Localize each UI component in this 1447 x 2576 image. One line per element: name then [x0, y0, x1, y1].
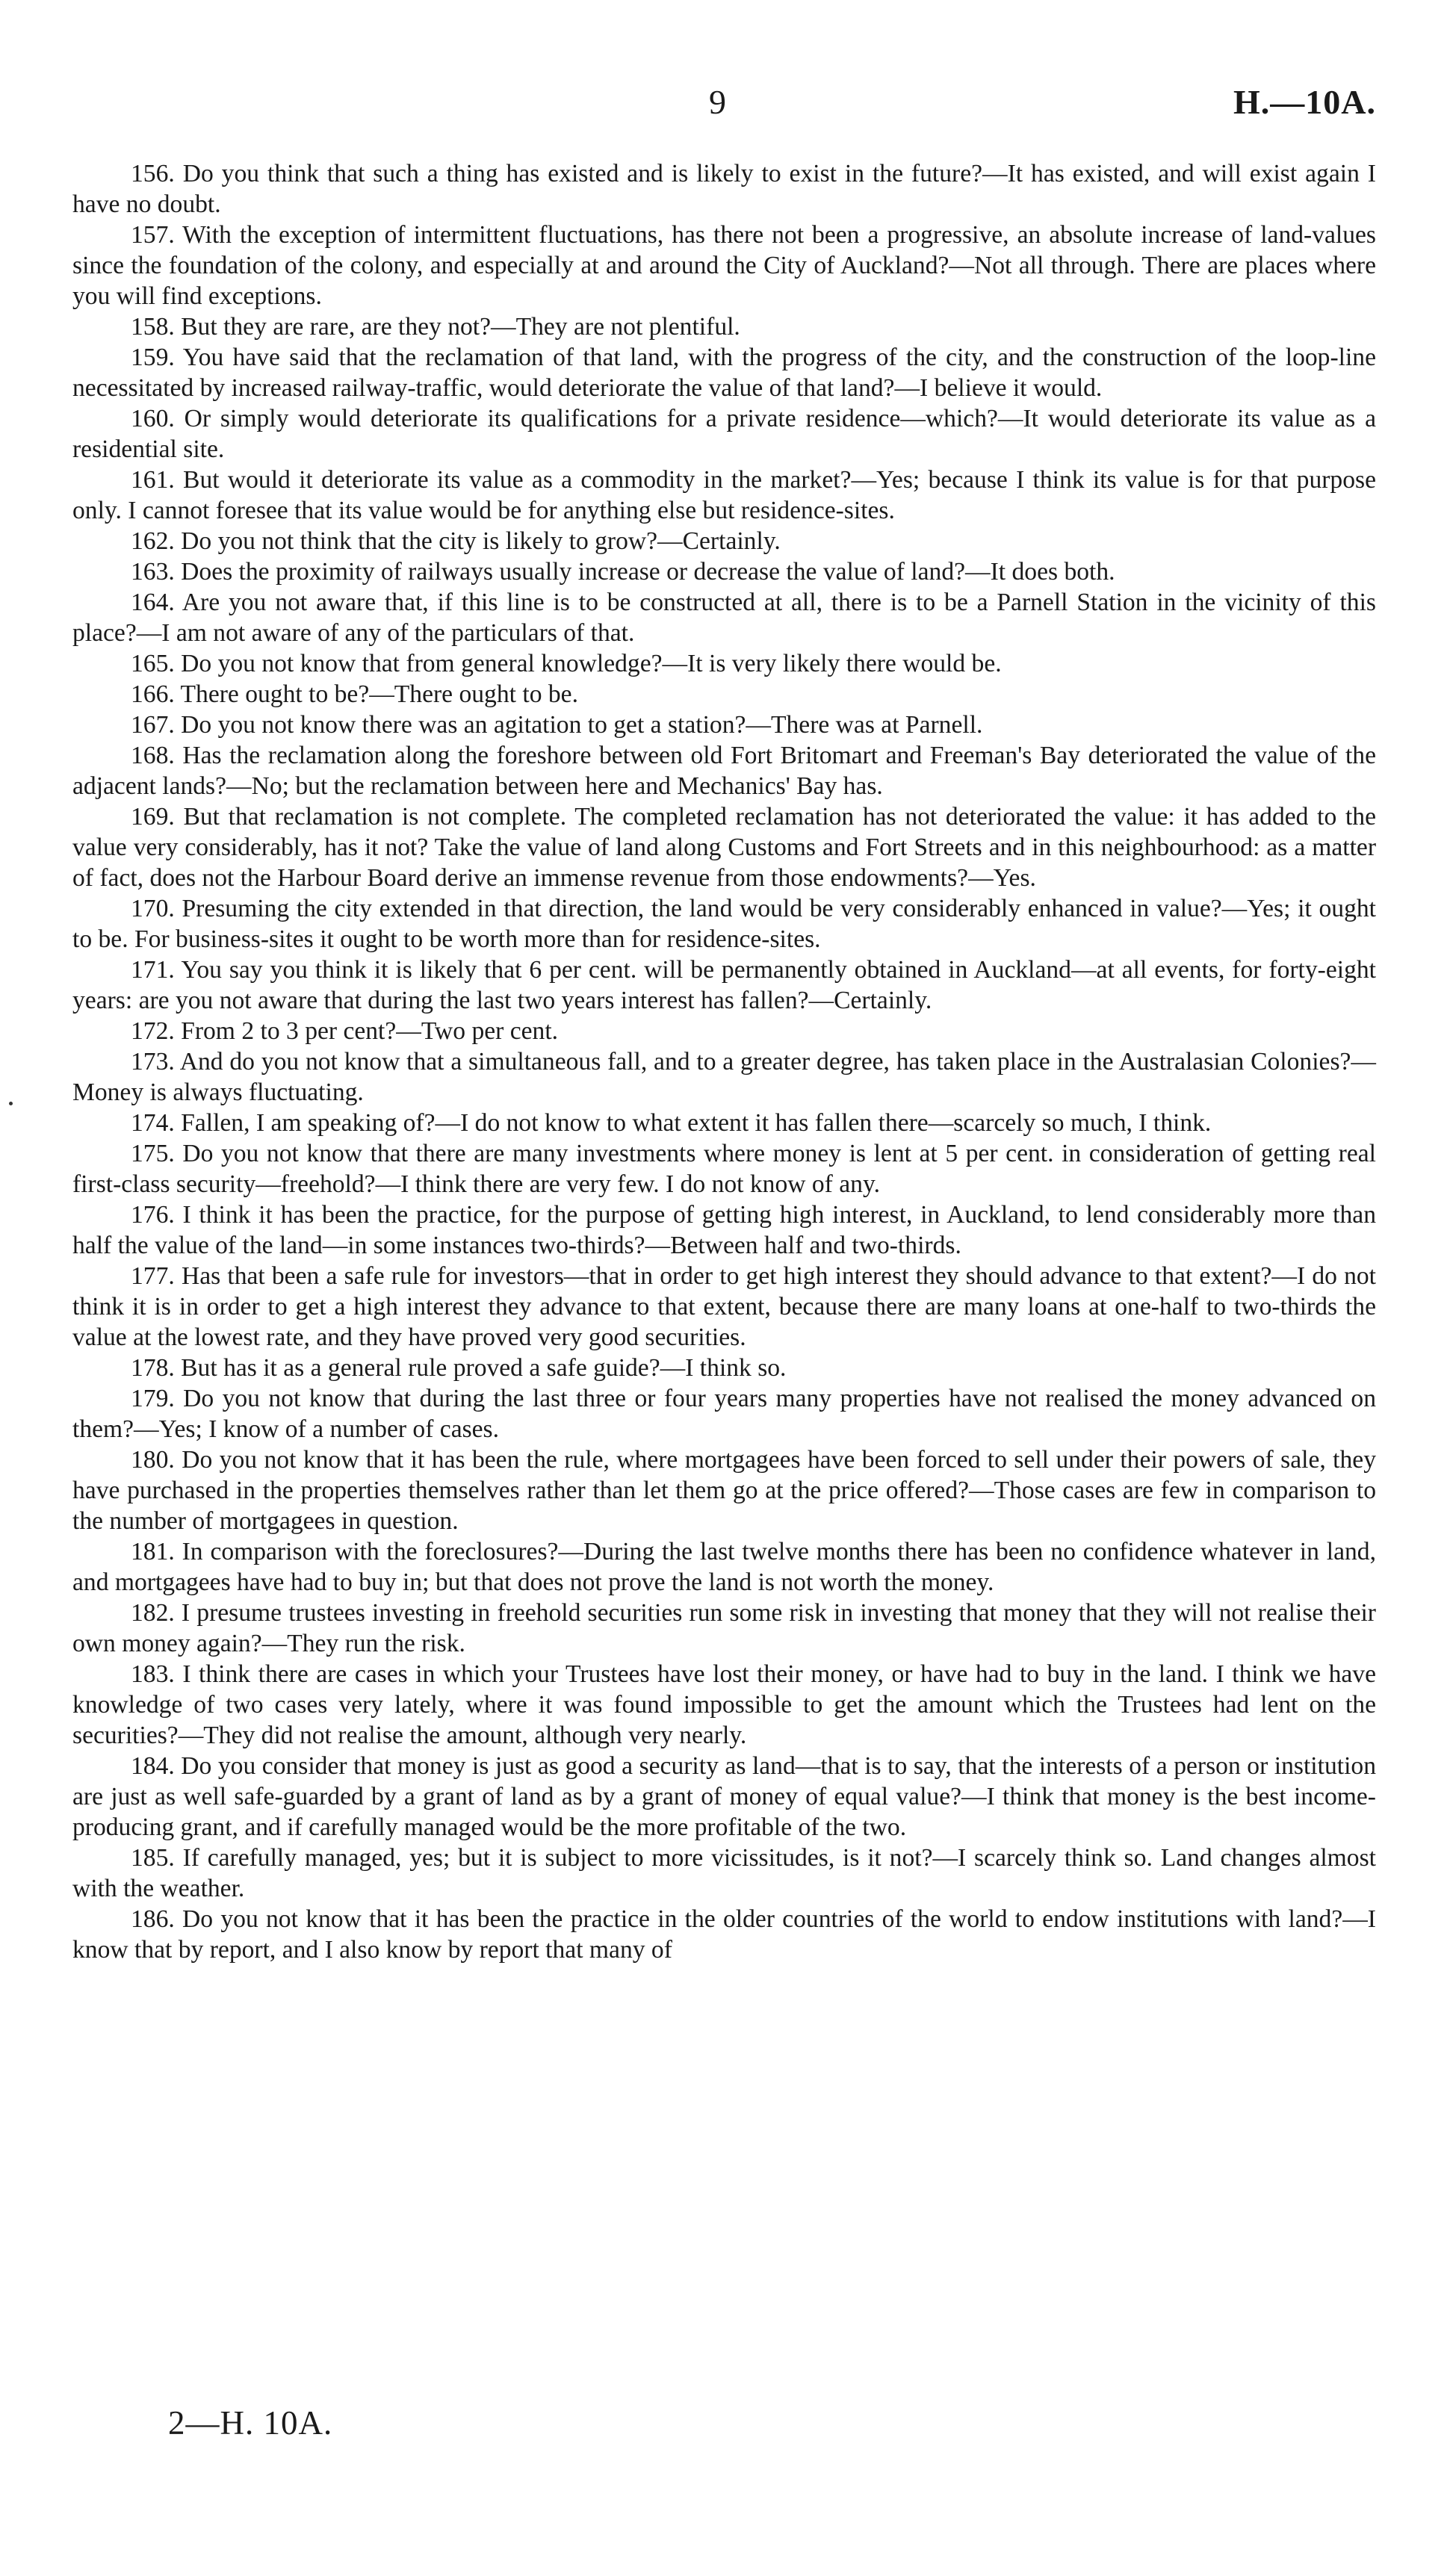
question-156: 156. Do you think that such a thing has existed and is likely to exist in the future?—It has existed, and will exist again I have no doubt.: [72, 160, 1376, 218]
question-174: 174. Fallen, I am speaking of?—I do not know to what extent it has fallen there—scarcely so much, I think.: [131, 1109, 1212, 1137]
page-header: [72, 82, 1376, 134]
scan-speck: [9, 1102, 13, 1105]
question-172: 172. From 2 to 3 per cent?—Two per cent.: [131, 1017, 559, 1045]
question-161: 161. But would it deteriorate its value as a commodity in the market?—Yes; because I think its value is for that purpose only. I cannot foresee that its value would be for anything else but residence-sites.: [72, 466, 1376, 524]
question-183: 183. I think there are cases in which your Trustees have lost their money, or have had to buy in the land. I think we have knowledge of two cases very lately, where it was found impossible to get the amount which the Trustees had lent on the securities?—They did not realise the amount, although very nearly.: [72, 1660, 1376, 1749]
printer-signature: 2—H. 10A.: [168, 2404, 333, 2442]
question-186: 186. Do you not know that it has been the practice in the older countries of the world to endow institutions with land?—I know that by report, and I also know by report that many of: [72, 1905, 1376, 1964]
document-reference: H.—10A.: [1233, 83, 1376, 121]
question-177: 177. Has that been a safe rule for investors—that in order to get high interest they should advance to that extent?—I do not think it is in order to get a high interest they advance to that extent, because there are many loans at one-half to two-thirds the value at the lowest rate, and they have proved very good securities.: [72, 1262, 1376, 1351]
question-163: 163. Does the proximity of railways usually increase or decrease the value of land?—It does both.: [131, 558, 1115, 586]
question-160: 160. Or simply would deteriorate its qualifications for a private residence—which?—It would deteriorate its value as a residential site.: [72, 405, 1376, 463]
question-159: 159. You have said that the reclamation of that land, with the progress of the city, and the construction of the loop-line necessitated by increased railway-traffic, would deteriorate the value of that land?—I believe it would.: [72, 344, 1376, 402]
question-175: 175. Do you not know that there are many investments where money is lent at 5 per cent. in consideration of getting real first-class security—freehold?—I think there are very few. I do not know of any.: [72, 1140, 1376, 1198]
question-180: 180. Do you not know that it has been the rule, where mortgagees have been forced to sell under their powers of sale, they have purchased in the properties themselves rather than let them go at the price offered?—Those cases are few in comparison to the number of mortgagees in question.: [72, 1446, 1376, 1535]
question-179: 179. Do you not know that during the last three or four years many properties have not realised the money advanced on them?—Yes; I know of a number of cases.: [72, 1385, 1376, 1443]
question-158: 158. But they are rare, are they not?—They are not plentiful.: [131, 313, 740, 341]
question-171: 171. You say you think it is likely that 6 per cent. will be permanently obtained in Auckland—at all events, for forty-eight years: are you not aware that during the last two years interest has fallen?—Certainly.: [72, 956, 1376, 1014]
question-165: 165. Do you not know that from general knowledge?—It is very likely there would be.: [131, 650, 1002, 677]
question-166: 166. There ought to be?—There ought to be.: [131, 680, 578, 708]
question-176: 176. I think it has been the practice, for the purpose of getting high interest, in Auckland, to lend considerably more than half the value of the land—in some instances two-thirds?—Between half and two-thirds.: [72, 1201, 1376, 1259]
question-170: 170. Presuming the city extended in that direction, the land would be very considerably enhanced in value?—Yes; it ought to be. For business-sites it ought to be worth more than for residence-sites.: [72, 895, 1376, 953]
question-185: 185. If carefully managed, yes; but it is subject to more vicissitudes, is it not?—I scarcely think so. Land changes almost with the weather.: [72, 1844, 1376, 1902]
question-181: 181. In comparison with the foreclosures?—During the last twelve months there has been no confidence whatever in land, and mortgagees have had to buy in; but that does not prove the land is not worth the money.: [72, 1538, 1376, 1596]
evidence-text: [72, 158, 1376, 1965]
question-178: 178. But has it as a general rule proved a safe guide?—I think so.: [131, 1354, 787, 1382]
question-182: 182. I presume trustees investing in freehold securities run some risk in investing that money that they will not realise their own money again?—They run the risk.: [72, 1599, 1376, 1657]
page-number: 9: [709, 83, 727, 121]
question-168: 168. Has the reclamation along the foreshore between old Fort Britomart and Freeman's Bay deteriorated the value of the adjacent lands?—No; but the reclamation between here and Mechanics' Bay has.: [72, 742, 1376, 800]
question-164: 164. Are you not aware that, if this line is to be constructed at all, there is to be a Parnell Station in the vicinity of this place?—I am not aware of any of the particulars of that.: [72, 589, 1376, 647]
question-169: 169. But that reclamation is not complete. The completed reclamation has not deteriorated the value: it has added to the value very considerably, has it not? Take the value of land along Customs and Fort Streets and in this neighbourhood: as a matter of fact, does not the Harbour Board derive an immense revenue from those endowments?—Yes.: [72, 803, 1376, 892]
question-167: 167. Do you not know there was an agitation to get a station?—There was at Parnell.: [131, 711, 983, 739]
question-173: 173. And do you not know that a simultaneous fall, and to a greater degree, has taken place in the Australasian Colonies?—Money is always fluctuating.: [72, 1048, 1376, 1106]
question-157: 157. With the exception of intermittent fluctuations, has there not been a progressive, an absolute increase of land-values since the foundation of the colony, and especially at and around the City of Auckland?—Not all through. There are places where you will find exceptions.: [72, 221, 1376, 310]
question-162: 162. Do you not think that the city is likely to grow?—Certainly.: [131, 527, 781, 555]
question-184: 184. Do you consider that money is just as good a security as land—that is to say, that the interests of a person or institution are just as well safe-guarded by a grant of land as by a grant of money of equal value?—I think that money is the best income-producing grant, and if carefully managed would be the more profitable of the two.: [72, 1752, 1376, 1841]
